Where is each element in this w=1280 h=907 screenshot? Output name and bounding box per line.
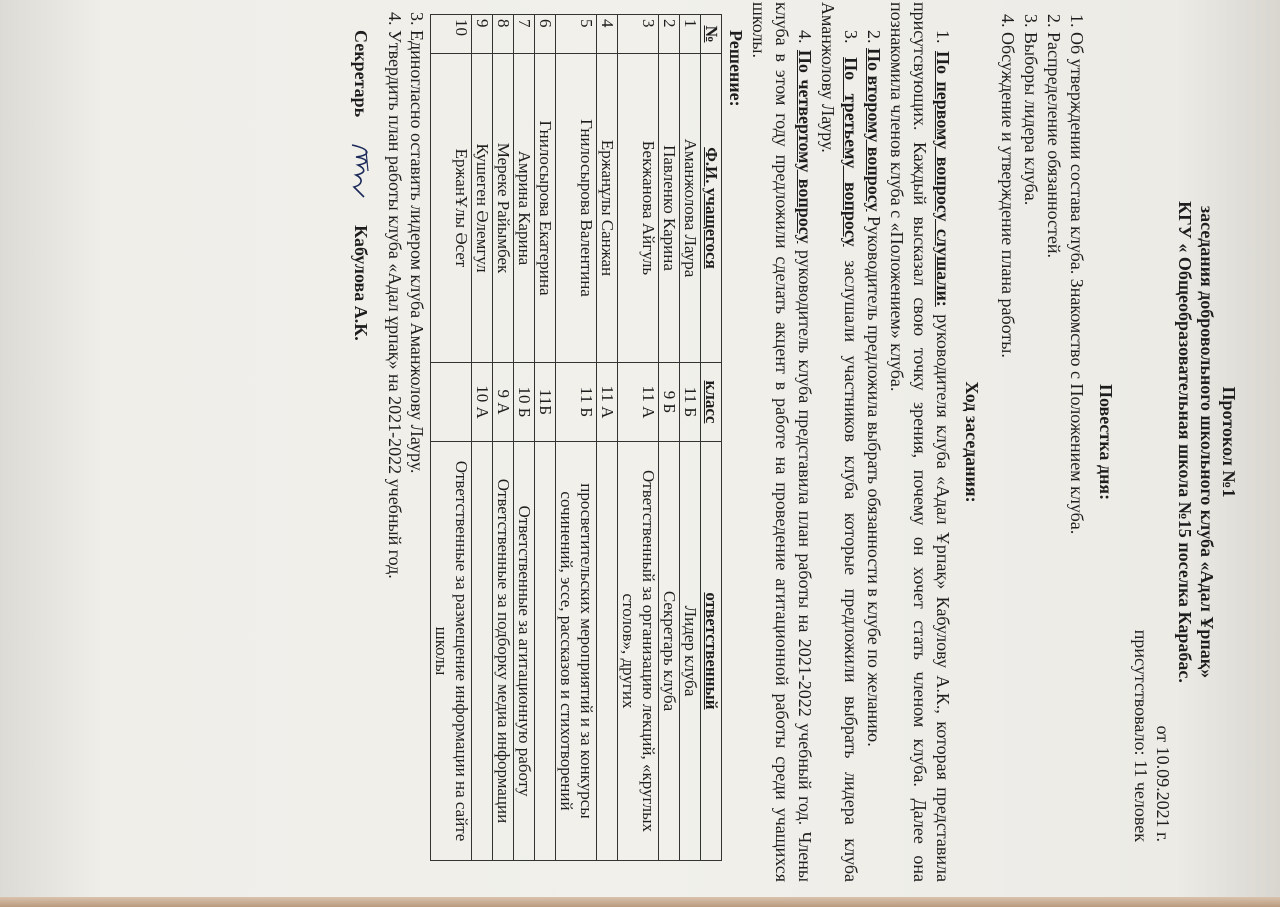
table-edge (0, 897, 1280, 907)
protocol-date: от 10.09.2021 г. (1153, 725, 1173, 842)
table-row: 9 Кушеген Әлемгул 10 А (472, 15, 493, 861)
question-4-label: По четвертому вопросу (795, 49, 815, 244)
table-row: 10 ЕржанҰлы Әсет Ответственные за размещение информации на сайте школы (431, 15, 472, 861)
header-role: ответственный (701, 442, 722, 861)
table-row: 8 Мереке Райымбек 9 А Ответственные за подборку медиа информации (493, 15, 514, 861)
table-row: 1 Аманжолова Лаура 11 Б Лидер клуба (680, 15, 701, 861)
proceedings-heading: Ход заседания: (962, 381, 982, 503)
table-row: 3 Бекжанова Айгуль 11 А Ответственный за организацию лекций, «круглых столов», других (618, 15, 659, 861)
header-number: № (701, 15, 722, 54)
table-row: 5 Гнилосырова Валентина 11 Б просветительских мероприятий и за конкурсы сочинений, эссе, рассказов и стихотворений (556, 15, 597, 861)
decision-item: 4. Утвердить план работы клуба «Адал ұрпақ» на 2021-2022 учебный год. (384, 30, 406, 882)
handwritten-signature-icon (346, 141, 376, 201)
secretary-name: Кабулова А.К. (351, 225, 371, 341)
decision-list (384, 2, 428, 882)
agenda-item: 4. Обсуждение и утверждение плана работы. (996, 32, 1019, 882)
document-page (140, 2, 1240, 882)
question-3-label: По третьему вопросу (841, 57, 861, 247)
secretary-label: Секретарь (351, 30, 371, 118)
question-1-label: По первому вопросу слушали: (933, 50, 953, 307)
signature-line (346, 30, 376, 882)
table-row: 4 Ержанұлы Санжан 11 А (597, 15, 618, 861)
protocol-title (1174, 2, 1240, 882)
title-line-2: заседания добровольного школьного клуба «Адал Ұрпақ» (1197, 205, 1217, 679)
table-row: 7 Амрина Карина 10 Б Ответственные за агитационную работу (514, 15, 535, 861)
question-4-paragraph: 4. По четвертому вопросу руководитель клуба представила план работы на 2021-2022 учебный год. Члены клуба в этом году предложили сделать акцент в работе на проведение агитационной работы среди учащихся школы. (749, 2, 815, 882)
agenda-heading: Повестка дня: (1096, 383, 1116, 501)
agenda-item: 2. Распределение обязанностей. (1042, 32, 1065, 882)
table-row: 6 Гнилосырова Екатерина 11Б (535, 15, 556, 861)
agenda-list (996, 2, 1088, 882)
meta-info (1130, 2, 1174, 842)
title-line-3: КГУ « Общеобразовательная школа №15 поселка Карабас. (1175, 201, 1195, 683)
question-2-label: По второму вопросу (864, 48, 884, 212)
agenda-item: 3. Выборы лидера клуба. (1019, 32, 1042, 882)
attendance-count: присутствовало: 11 человек (1131, 629, 1151, 842)
members-table (430, 14, 722, 861)
decision-heading: Решение: (726, 30, 746, 107)
table-header-row (701, 15, 722, 861)
question-1-paragraph: 1. По первому вопросу слушали: руководителя клуба «Адал Ұрпақ» Кабулову А.К., которая представила присутсвующих. Каждый высказал свою точку зрения, почему он хочет стать членом клуба. Далее она познакомила членов клуба с «Положением» клуба. (887, 2, 953, 883)
header-name: Ф.И. учащегося (701, 54, 722, 363)
question-2-paragraph: 2. По второму вопросу Руководитель предложила выбрать обязанности в клубе по желанию. (864, 30, 884, 747)
decision-item: 3. Единогласно оставить лидером клуба Аманжолову Лауру. (406, 30, 428, 882)
header-grade: класс (701, 363, 722, 442)
agenda-item: 1. Об утверждении состава клуба. Знакомство с Положением клуба. (1065, 32, 1088, 882)
title-line-1: Протокол №1 (1219, 386, 1239, 498)
question-3-paragraph: 3. По третьему вопросу заслушали участников клуба которые предложили выбрать лидера клуба Аманжолову Лауру. (818, 2, 861, 882)
table-row: 2 Павленко Карина 9 Б Секретарь клуба (659, 15, 680, 861)
